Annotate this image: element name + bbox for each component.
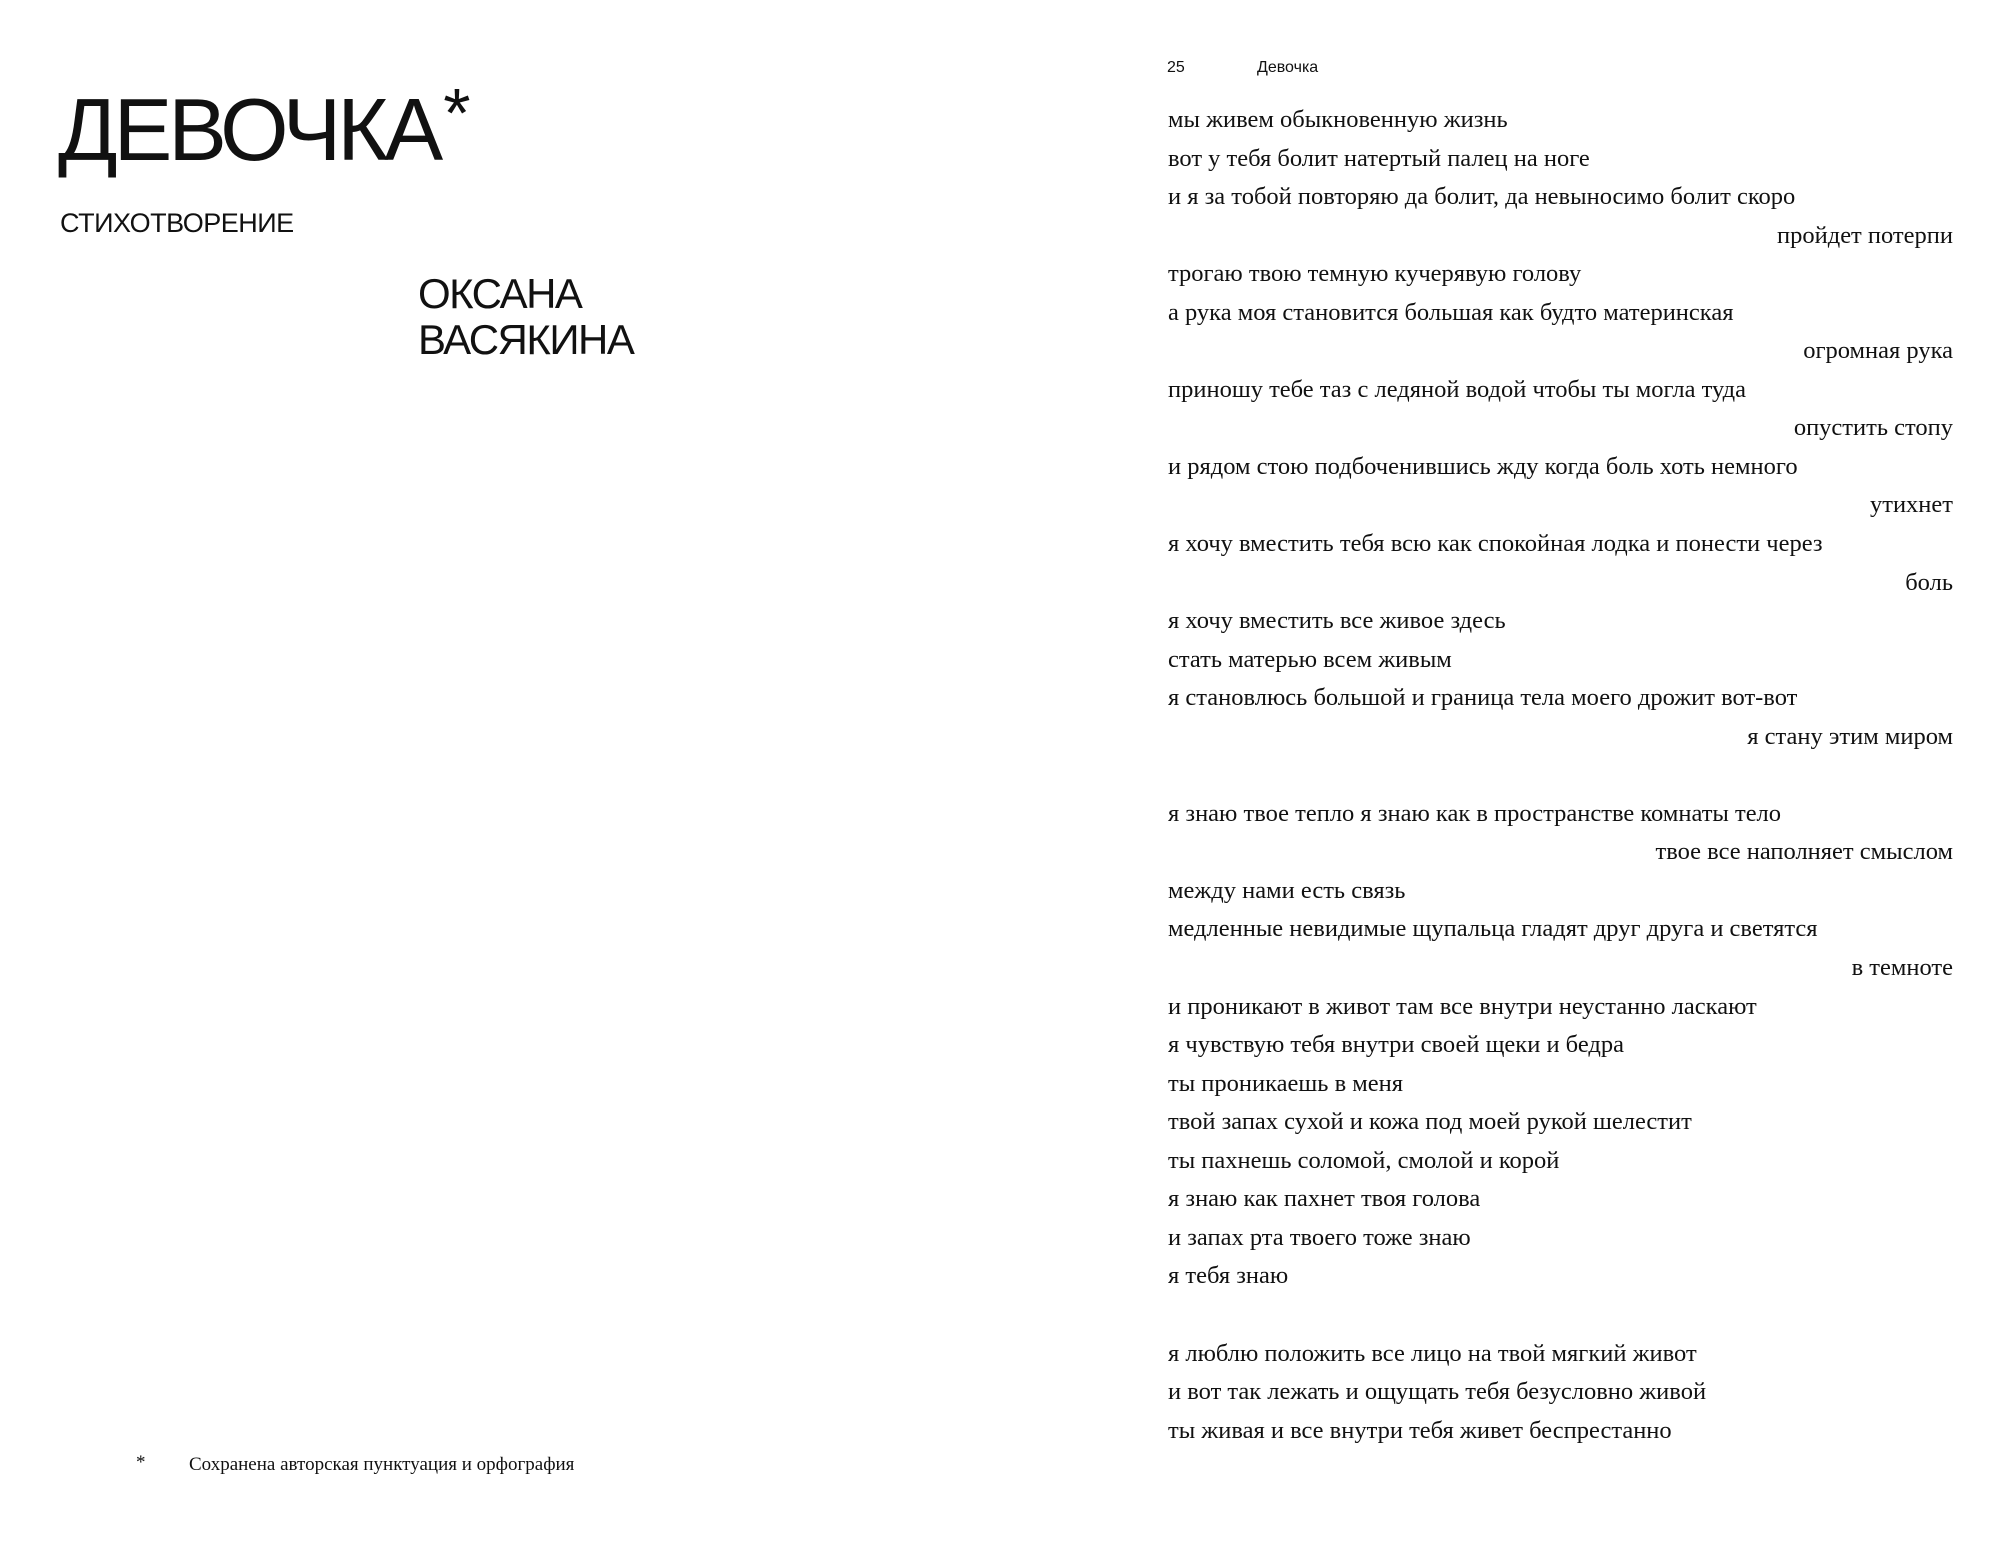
poem-line: трогаю твою темную кучерявую голову [1168, 260, 1582, 288]
poem-line: мы живем обыкновенную жизнь [1168, 106, 1508, 133]
poem-line: а рука моя становится большая как будто материнская [1168, 298, 1734, 326]
poem-line: и я за тобой повторяю да болит, да невыносимо болит скоро [1168, 183, 1796, 211]
title-block [58, 74, 471, 179]
poem-line: ты пахнешь соломой, смолой и корой [1168, 1146, 1560, 1174]
genre-label: СТИХОТВОРЕНИЕ [60, 208, 294, 238]
poem-line: я стану этим миром [1747, 722, 1953, 750]
poem-line: опустить стопу [1793, 414, 1953, 442]
running-head [1167, 59, 1318, 77]
poem-line: я становлюсь большой и граница тела моего дрожит вот-вот [1168, 684, 1798, 712]
poem-line: ты проникаешь в меня [1168, 1069, 1404, 1097]
author-name [418, 271, 633, 363]
poem-line: ты живая и все внутри тебя живет беспрестанно [1168, 1416, 1672, 1444]
author-first-name: ОКСАНА [418, 270, 582, 317]
poem-line: вот у тебя болит натертый палец на ноге [1168, 144, 1590, 172]
poem-line: огромная рука [1803, 337, 1953, 365]
author-last-name: ВАСЯКИНА [418, 316, 634, 363]
poem-line: в темноте [1851, 954, 1953, 982]
stanza-break [1168, 756, 1953, 795]
poem-text [1168, 101, 1953, 1450]
page-number: 25 [1167, 59, 1185, 76]
poem-line: я чувствую тебя внутри своей щеки и бедра [1168, 1031, 1624, 1059]
poem-line: я хочу вместить тебя всю как спокойная лодка и понести через [1168, 530, 1823, 558]
poem-line: я хочу вместить все живое здесь [1168, 607, 1506, 635]
poem-line: медленные невидимые щупальца гладят друг друга и светятся [1168, 915, 1818, 943]
poem-line: твое все наполняет смыслом [1655, 838, 1953, 866]
footnote-mark: * [136, 1452, 146, 1473]
footnote-text: Сохранена авторская пунктуация и орфография [189, 1454, 575, 1475]
poem-line: и проникают в живот там все внутри неустанно ласкают [1168, 992, 1757, 1020]
running-title: Девочка [1257, 59, 1319, 76]
poem-line: пройдет потерпи [1777, 221, 1953, 249]
poem-line: я люблю положить все лицо на твой мягкий живот [1168, 1339, 1697, 1367]
poem-line: между нами есть связь [1168, 876, 1406, 904]
poem-line: и рядом стою подбоченившись жду когда боль хоть немного [1168, 452, 1798, 480]
poem-line: я тебя знаю [1168, 1262, 1289, 1290]
stanza-break [1168, 1296, 1953, 1335]
poem-line: я знаю твое тепло я знаю как в пространстве комнаты тело [1168, 799, 1782, 827]
poem-line: стать матерью всем живым [1168, 645, 1452, 673]
poem-line: и запах рта твоего тоже знаю [1168, 1223, 1471, 1251]
poem-line: я знаю как пахнет твоя голова [1168, 1185, 1481, 1213]
poem-line: и вот так лежать и ощущать тебя безусловно живой [1168, 1378, 1707, 1406]
title-footnote-mark: * [443, 74, 471, 152]
poem-line: утихнет [1869, 491, 1953, 519]
poem-line: боль [1905, 568, 1953, 596]
poem-title: ДЕВОЧКА [58, 80, 440, 179]
poem-line: приношу тебе таз с ледяной водой чтобы ты могла туда [1168, 375, 1746, 403]
right-page [1000, 0, 2000, 1552]
poem-line: твой запах сухой и кожа под моей рукой шелестит [1168, 1108, 1692, 1136]
